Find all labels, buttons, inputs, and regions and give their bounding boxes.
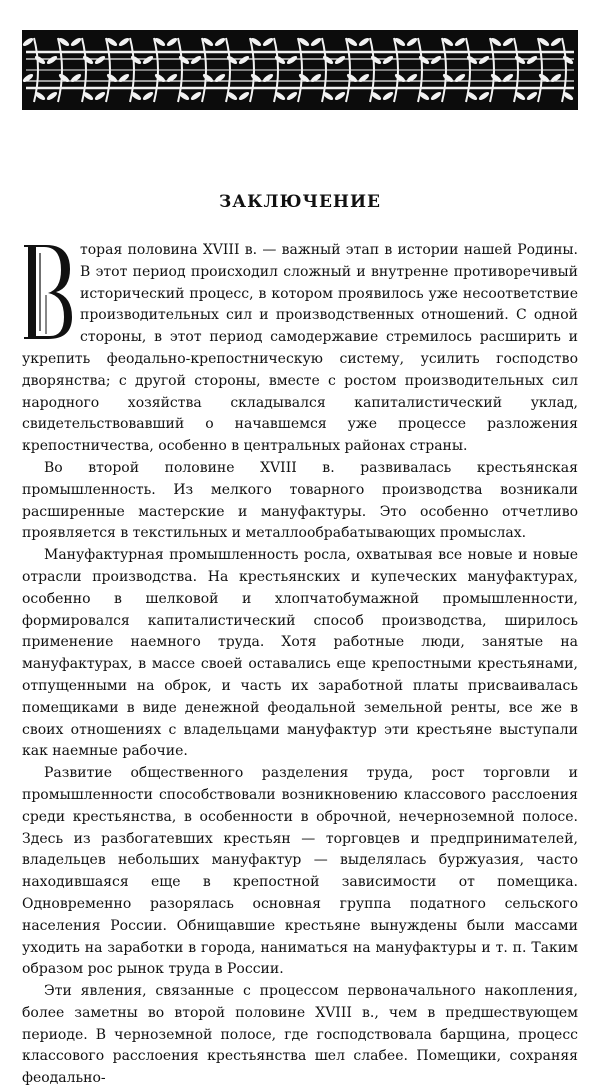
paragraph: Эти явления, связанные с процессом первоначального накопления, более заметны во второй половине XVIII в., чем в предшествующем периоде. В черноземной полосе, где господствовала барщина, процесс классового расслоения крестьянства шел слабее. Помещики, сохраняя феодально- <box>22 983 578 1087</box>
ornamental-header-banner <box>22 30 578 110</box>
paragraph <box>22 240 578 458</box>
page-title: ЗАКЛЮЧЕНИЕ <box>218 192 382 212</box>
body-text <box>22 240 578 1090</box>
drop-cap-letter-v <box>22 243 74 341</box>
paragraph: Мануфактурная промышленность росла, охватывая все новые и новые отрасли производства. На крестьянских и купеческих мануфактурах, особенно в шелковой и хлопчатобумажной промышленности, формировался капиталистический способ производства, ширилось применение наемного труда. Хотя работные люди, занятые на мануфактурах, в массе своей оставались еще крепостными крестьянами, отпущенными на оброк, и часть их заработной платы присваивалась помещиками в виде денежной феодальной земельной ренты, все же в своих отношениях с владельцами мануфактур эти крестьяне выступали как наемные рабочие. <box>22 547 578 760</box>
paragraph: Развитие общественного разделения труда, рост торговли и промышленности способствовали возникновению классового расслоения среди крестьянства, в особенности в оброчной, нечерноземной полосе. Здесь из разбогатевших крестьян — торговцев и предпринимателей, владельцев небольших мануфактур — выделялась буржуазия, часто находившаяся еще в крепостной зависимости от помещика. Одновременно разорялась основная группа податного сельского населения России. Обнищавшие крестьяне вынуждены были массами уходить на заработки в города, наниматься на мануфактуры и т. п. Таким образом рос рынок труда в России. <box>22 765 578 978</box>
paragraph: Во второй половине XVIII в. развивалась крестьянская промышленность. Из мелкого товарного производства возникали расширенные мастерские и мануфактуры. Это особенно отчетливо проявляется в текстильных и металлообрабатывающих промыслах. <box>22 459 578 542</box>
paragraph-text: торая половина XVIII в. — важный этап в истории нашей Родины. В этот период происходил сложный и внутренне противоречивый исторический процесс, в котором проявилось уже несоответствие производительных сил и производственных отношений. С одной стороны, в этот период самодержавие стремилось расширить и укрепить феодально-крепостническую систему, усилить господство дворянства; с другой стороны, вместе с ростом производительных сил народного хозяйства складывался капиталистический уклад, свидетельствовавший о начавшемся уже процессе разложения крепостничества, особенно в центральных районах страны. <box>22 242 578 455</box>
